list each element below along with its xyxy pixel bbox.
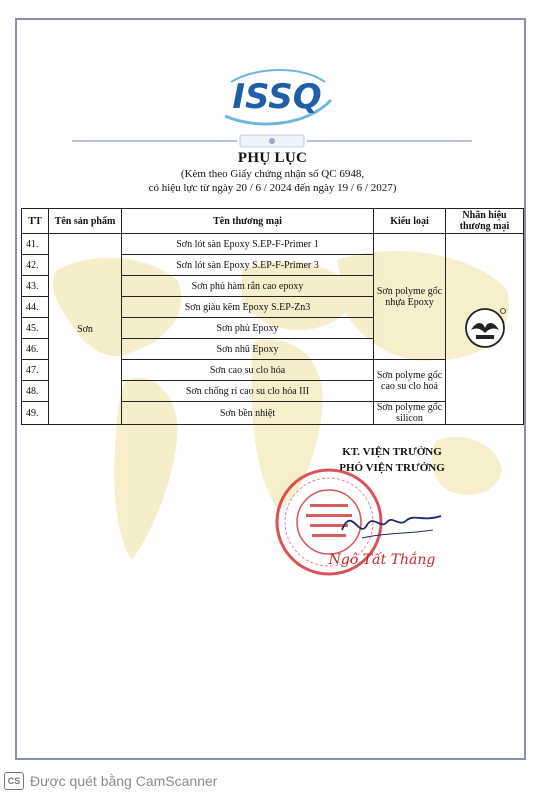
trade-name-cell: Sơn lót sàn Epoxy S.EP-F-Primer 1 [122, 234, 374, 255]
trademark-cell [446, 234, 524, 425]
table-header-row [22, 209, 524, 234]
camscanner-icon: CS [4, 772, 24, 790]
camscanner-footer [0, 762, 544, 800]
trade-name-cell: Sơn phủ Epoxy [122, 318, 374, 339]
header-tt: TT [22, 209, 49, 234]
trade-name-cell: Sơn cao su clo hóa [122, 360, 374, 381]
header-type: Kiểu loại [374, 209, 446, 234]
trade-name-cell: Sơn bền nhiệt [122, 402, 374, 425]
row-number: 45. [22, 318, 49, 339]
product-name-cell: Sơn [49, 234, 122, 425]
subtitle-certificate: (Kèm theo Giấy chứng nhận số QC 6948, [180, 168, 365, 180]
trade-name-cell: Sơn nhũ Epoxy [122, 339, 374, 360]
trade-name-cell: Sơn chống rỉ cao su clo hóa III [122, 381, 374, 402]
signer-name: Ngô Tất Thắng [328, 552, 436, 568]
type-cell-chlorinated: Sơn polyme gốc cao su clo hoá [374, 360, 446, 402]
row-number: 46. [22, 339, 49, 360]
row-number: 49. [22, 402, 49, 425]
signature-title-1: KT. VIỆN TRƯỞNG [342, 446, 442, 458]
type-cell-epoxy: Sơn polyme gốc nhựa Epoxy [374, 234, 446, 360]
header-trademark: Nhãn hiệu thương mại [446, 209, 524, 234]
decorative-rule [72, 134, 472, 148]
header-product-name: Tên sản phẩm [49, 209, 122, 234]
eagle-trademark-icon [463, 306, 507, 350]
row-number: 47. [22, 360, 49, 381]
row-number: 43. [22, 276, 49, 297]
row-number: 48. [22, 381, 49, 402]
table-row [22, 234, 524, 255]
issq-logo [217, 60, 337, 130]
row-number: 44. [22, 297, 49, 318]
handwritten-signature [337, 500, 447, 545]
header-trade-name: Tên thương mại [122, 209, 374, 234]
trade-name-cell: Sơn phủ hàm rắn cao epoxy [122, 276, 374, 297]
trade-name-cell: Sơn lót sàn Epoxy S.EP-F-Primer 3 [122, 255, 374, 276]
signature-title-2: PHÓ VIỆN TRƯỞNG [339, 462, 445, 474]
svg-text:ISSQ: ISSQ [232, 77, 322, 117]
row-number: 41. [22, 234, 49, 255]
camscanner-label: Được quét bằng CamScanner [30, 773, 218, 789]
row-number: 42. [22, 255, 49, 276]
product-table [21, 208, 524, 425]
document-page [15, 18, 526, 760]
type-cell-silicon: Sơn polyme gốc silicon [374, 402, 446, 425]
page-title: PHỤ LỤC [237, 150, 308, 166]
subtitle-validity: có hiệu lực từ ngày 20 / 6 / 2024 đến ngày 19 / 6 / 2027) [148, 182, 397, 194]
trade-name-cell: Sơn giàu kẽm Epoxy S.EP-Zn3 [122, 297, 374, 318]
